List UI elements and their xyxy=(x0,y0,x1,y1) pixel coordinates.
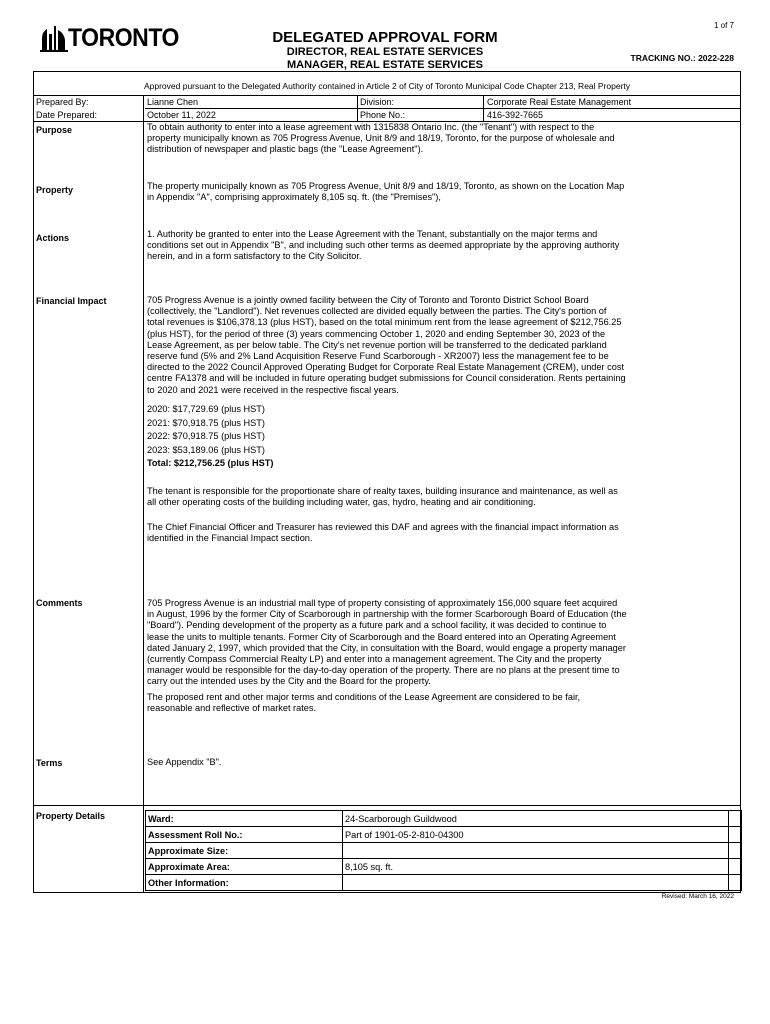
rent-line: 2021: $70,918.75 (plus HST) xyxy=(147,417,265,428)
divider xyxy=(33,95,741,96)
form-title: DELEGATED APPROVAL FORM xyxy=(272,29,498,46)
actions-label: Actions xyxy=(36,233,70,243)
prepared-by-value: Lianne Chen xyxy=(147,97,199,107)
text-line: all other operating costs of the building including water, gas, hydro, heating and air conditioning. xyxy=(147,497,536,508)
column-divider xyxy=(357,95,358,121)
text-line: Lease Agreement, as per below table. The City's net revenue portion will be transferred to the dedicated parkland xyxy=(147,339,607,350)
text-line: to 2020 and 2021 were received in the respective fiscal years. xyxy=(147,384,399,395)
blank-cell xyxy=(729,875,742,891)
approximate-area-label: Approximate Area: xyxy=(146,859,343,875)
property-details-label: Property Details xyxy=(36,811,106,821)
comments-label: Comments xyxy=(36,598,83,608)
revised-date: Revised: March 16, 2022 xyxy=(661,893,734,900)
text-line: The proposed rent and other major terms and conditions of the Lease Agreement are considered to be fair, xyxy=(147,692,581,702)
text-line: 705 Progress Avenue is a jointly owned facility between the City of Toronto and Toronto District School Board xyxy=(147,295,589,305)
purpose-label: Purpose xyxy=(36,125,73,135)
column-divider xyxy=(143,95,144,893)
text-line: centre FA1378 and will be included in future operating budget submissions for Council consideration. Rents pertaining xyxy=(147,373,626,384)
text-line: (collectively, the "Landlord"). Net revenues collected are divided equally between the parties. The City's portion of xyxy=(147,306,607,317)
text-line: total revenues is $106,378.13 (plus HST), based on the total minimum rent from the lease agreement of $212,756.25 xyxy=(147,317,622,328)
date-prepared-value: October 11, 2022 xyxy=(147,110,216,120)
date-prepared-label: Date Prepared: xyxy=(36,110,98,120)
text-line: lease the units to multiple tenants. Former City of Scarborough and the Board entered into an Operating Agreement xyxy=(147,631,616,642)
assessment-roll-value: Part of 1901-05-2-810-04300 xyxy=(343,827,729,843)
terms-label: Terms xyxy=(36,758,63,768)
financial-impact-text xyxy=(147,295,737,396)
actions-text xyxy=(147,229,737,263)
approval-statement: Approved pursuant to the Delegated Authority contained in Article 2 of City of Toronto Municipal Code Chapter 213, Real Property xyxy=(143,81,631,91)
property-label: Property xyxy=(36,185,74,195)
text-line: reasonable and reflective of market rates. xyxy=(147,703,317,714)
cfo-review-text xyxy=(147,522,737,544)
table-row xyxy=(146,859,742,875)
financial-impact-label: Financial Impact xyxy=(36,296,107,306)
table-row xyxy=(146,811,742,827)
text-line: (plus HST), for the period of three (3) years commencing October 1, 2020 and ending September 30, 2023 of the xyxy=(147,328,606,339)
comments-text xyxy=(147,598,737,688)
text-line: To obtain authority to enter into a lease agreement with 1315838 Ontario Inc. (the "Tenant") with respect to the xyxy=(147,122,595,132)
table-row xyxy=(146,843,742,859)
division-value: Corporate Real Estate Management xyxy=(487,97,632,107)
tenant-responsibility-text xyxy=(147,486,737,508)
column-divider xyxy=(483,95,484,121)
rent-line: 2022: $70,918.75 (plus HST) xyxy=(147,431,265,442)
ward-label: Ward: xyxy=(146,811,343,827)
rent-line: 2020: $17,729.69 (plus HST) xyxy=(147,404,265,414)
divider xyxy=(145,108,741,109)
other-information-label: Other Information: xyxy=(146,875,343,891)
rent-total: Total: $212,756.25 (plus HST) xyxy=(147,458,274,469)
terms-text: See Appendix "B". xyxy=(147,757,222,767)
toronto-logo xyxy=(40,22,179,56)
text-line: in August, 1996 by the former City of Scarborough in partnership with the former Scarborough Board of Education (the xyxy=(147,609,627,620)
blank-cell xyxy=(729,843,742,859)
table-row xyxy=(146,827,742,843)
text-line: distribution of newspaper and plastic bags (the "Lease Agreement"). xyxy=(147,144,424,155)
text-line: identified in the Financial Impact section. xyxy=(147,533,313,544)
text-line: The property municipally known as 705 Progress Avenue, Unit 8/9 and 18/19, Toronto, as shown on the Location Map xyxy=(147,181,625,191)
blank-cell xyxy=(729,827,742,843)
blank-cell xyxy=(729,811,742,827)
text-line: The tenant is responsible for the proportionate share of realty taxes, building insurance and maintenance, as well as xyxy=(147,486,618,496)
text-line: property municipally known as 705 Progress Avenue, Unit 8/9 and 18/19, Toronto, for the purpose of wholesale and xyxy=(147,133,615,144)
rent-fairness-text xyxy=(147,692,737,714)
approximate-size-label: Approximate Size: xyxy=(146,843,343,859)
approximate-area-value: 8,105 sq. ft. xyxy=(343,859,729,875)
rent-schedule xyxy=(147,403,737,471)
approximate-size-value xyxy=(343,843,729,859)
property-text xyxy=(147,181,737,203)
phone-value: 416-392-7665 xyxy=(487,110,544,120)
tracking-number: TRACKING NO.: 2022-228 xyxy=(630,53,734,63)
blank-cell xyxy=(729,859,742,875)
text-line: (currently Compass Commercial Realty LP) and enter into a management agreement. The City and the property xyxy=(147,654,602,665)
divider xyxy=(33,805,741,806)
text-line: 705 Progress Avenue is an industrial mall type of property consisting of approximately 156,000 square feet acquired xyxy=(147,598,618,608)
page-number: 1 of 7 xyxy=(713,21,734,30)
text-line: in Appendix "A", comprising approximately 8,105 sq. ft. (the "Premises"), xyxy=(147,192,441,203)
assessment-roll-label: Assessment Roll No.: xyxy=(146,827,343,843)
city-hall-icon xyxy=(40,26,68,52)
phone-label: Phone No.: xyxy=(360,110,406,120)
other-information-value xyxy=(343,875,729,891)
text-line: "Board"). Pending development of the property as a future park and a school facility, it was decided to continue to xyxy=(147,620,607,631)
ward-value: 24-Scarborough Guildwood xyxy=(343,811,729,827)
form-subtitle-line2: MANAGER, REAL ESTATE SERVICES xyxy=(287,59,483,71)
text-line: manager would be responsible for the day-to-day operation of the property. There are no plans at the present time to xyxy=(147,665,620,676)
form-subtitle-line1: DIRECTOR, REAL ESTATE SERVICES xyxy=(286,46,484,58)
text-line: reserve fund (5% and 2% Land Acquisition Reserve Fund Scarborough - XR2007) less the management fee to be xyxy=(147,351,609,362)
text-line: dated January 2, 1997, which provided that the City, in consultation with the Board, would engage a property manager xyxy=(147,642,626,653)
purpose-text xyxy=(147,122,737,156)
text-line: directed to the 2022 Council Approved Operating Budget for Corporate Real Estate Management (CREM), under cost xyxy=(147,362,624,373)
table-row xyxy=(146,875,742,891)
text-line: herein, and in a form satisfactory to the City Solicitor. xyxy=(147,251,362,262)
prepared-by-label: Prepared By: xyxy=(36,97,89,107)
logo-wordmark: TORONTO xyxy=(68,24,179,52)
rent-line: 2023: $53,189.06 (plus HST) xyxy=(147,444,265,455)
property-details-table xyxy=(145,810,742,891)
text-line: The Chief Financial Officer and Treasurer has reviewed this DAF and agrees with the financial impact information as xyxy=(147,522,619,532)
text-line: 1. Authority be granted to enter into the Lease Agreement with the Tenant, substantially on the major terms and xyxy=(147,229,598,239)
division-label: Division: xyxy=(360,97,395,107)
text-line: carry out the intended uses by the City and the Board for the property. xyxy=(147,676,431,687)
text-line: conditions set out in Appendix "B", and including such other terms as deemed appropriate by the approving authority xyxy=(147,240,620,251)
